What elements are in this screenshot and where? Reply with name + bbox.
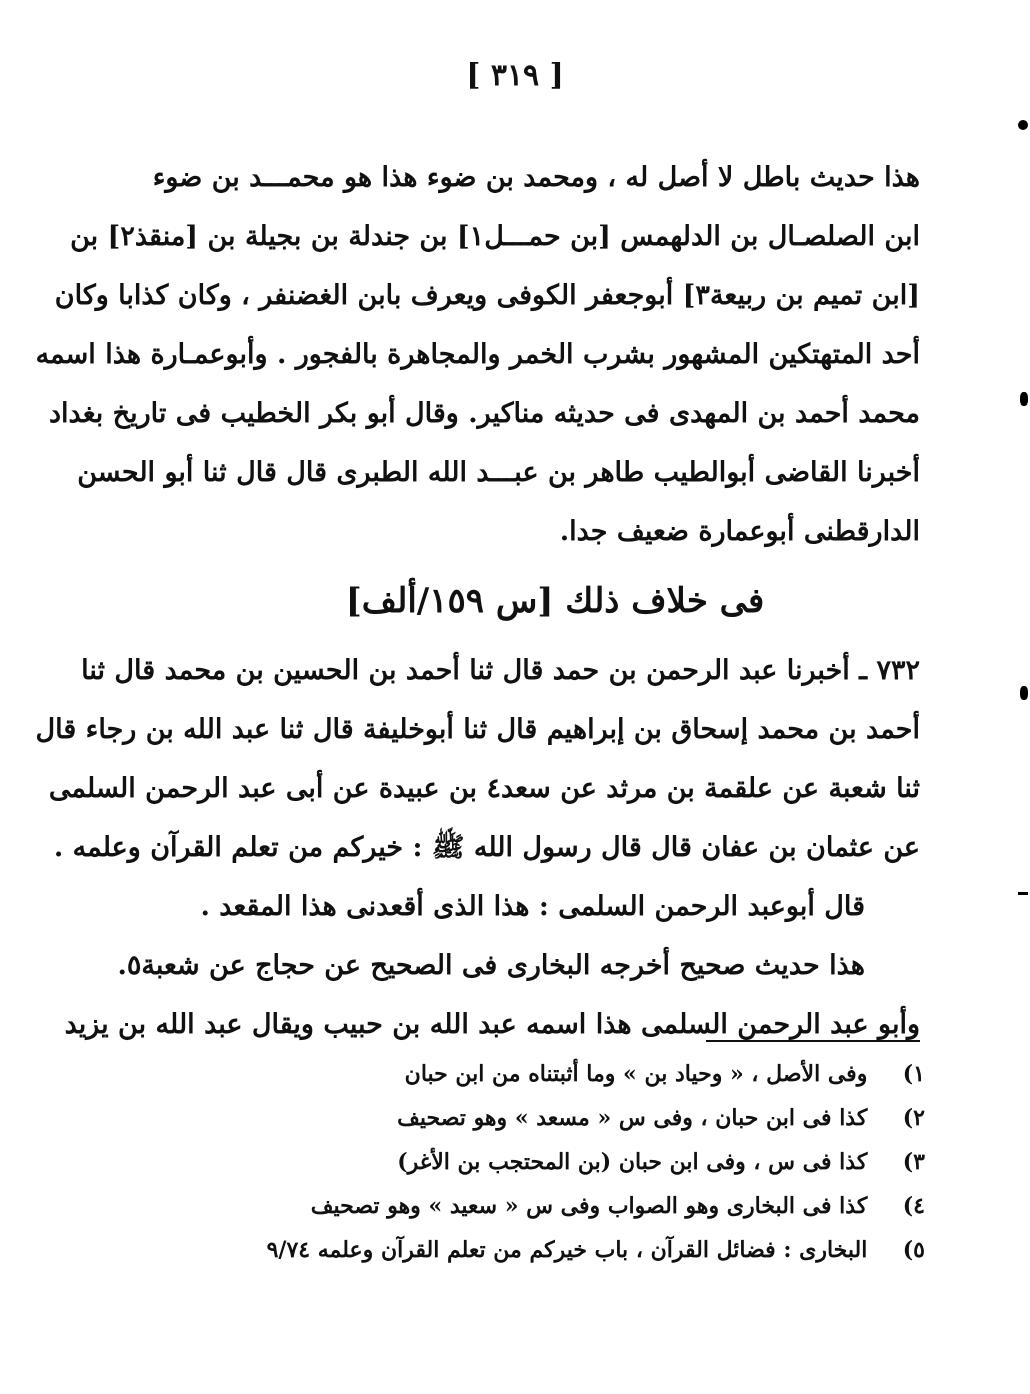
footnote-text: البخارى : فضائل القرآن ، باب خيركم من تعلم القرآن وعلمه ٩/٧٤ xyxy=(266,1237,868,1263)
footnote xyxy=(300,1052,925,1096)
text-line: هذا حديث باطل لا أصل له ، ومحمد بن ضوء هذا هو محمـــد بن ضوء xyxy=(152,162,920,193)
text-line: محمد أحمد بن المهدى فى حديثه مناكير. وقال أبو بكر الخطيب فى تاريخ بغداد xyxy=(49,398,920,429)
footnotes xyxy=(266,1052,925,1272)
text-line: ٧٣٢ ـ أخبرنا عبد الرحمن بن حمد قال ثنا أحمد بن الحسين بن محمد قال ثنا xyxy=(81,655,920,686)
main-text xyxy=(35,148,920,1054)
text-line: ابن الصلصـال بن الدلهمس [بن حمـــل١] بن جندلة بن بجيلة بن [منقذ٢] بن xyxy=(70,221,920,252)
footnote-text: كذا فى ابن حبان ، وفى س « مسعد » وهو تصحيف xyxy=(397,1105,868,1131)
text-line: أحد المتهتكين المشهور بشرب الخمر والمجاهرة بالفجور . وأبوعمـارة هذا اسمه xyxy=(35,339,920,370)
text-line: الدارقطنى أبوعمارة ضعيف جدا. xyxy=(559,516,920,547)
footnote xyxy=(300,1184,925,1228)
page-number: [ ٣١٩ ] xyxy=(466,58,564,93)
scan-edge-mark xyxy=(1018,892,1028,895)
text-line: ثنا شعبة عن علقمة بن مرثد عن سعد٤ بن عبيدة عن أبى عبد الرحمن السلمى xyxy=(48,773,920,804)
footnote-text: كذا فى س ، وفى ابن حبان (بن المحتجب بن الأغر) xyxy=(397,1149,868,1175)
footnote xyxy=(300,1096,925,1140)
text-line: أحمد بن محمد إسحاق بن إبراهيم قال ثنا أبوخليفة قال ثنا عبد الله بن رجاء قال xyxy=(35,714,920,745)
footnote xyxy=(266,1228,925,1272)
text-line: قال أبوعبد الرحمن السلمى : هذا الذى أقعدنى هذا المقعد . xyxy=(200,891,865,922)
footnote-number: ٥) xyxy=(902,1237,925,1263)
scan-edge-mark xyxy=(1018,120,1028,130)
text-line: أخبرنا القاضى أبوالطيب طاهر بن عبـــد الله الطبرى قال قال ثنا أبو الحسن xyxy=(77,457,920,488)
footnote-number: ٣) xyxy=(902,1149,925,1175)
footnote-number: ١) xyxy=(902,1061,925,1087)
text-line: [ابن تميم بن ربيعة٣] أبوجعفر الكوفى ويعرف بابن الغضنفر ، وكان كذابا وكان xyxy=(54,280,920,311)
text-line: عن عثمان بن عفان قال قال رسول الله ﷺ : خيركم من تعلم القرآن وعلمه . xyxy=(53,832,920,863)
footnote-number: ٢) xyxy=(902,1105,925,1131)
footnote-number: ٤) xyxy=(902,1193,925,1219)
text-line: هذا حديث صحيح أخرجه البخارى فى الصحيح عن حجاج عن شعبة٥. xyxy=(117,950,865,981)
scan-edge-mark xyxy=(1020,392,1028,406)
text-line: وأبو عبد الرحمن السلمى هذا اسمه عبد الله بن حبيب ويقال عبد الله بن يزيد xyxy=(64,1009,920,1040)
footnote-text: كذا فى البخارى وهو الصواب وفى س « سعيد » وهو تصحيف xyxy=(310,1193,868,1219)
footnote-text: وفى الأصل ، « وحياد بن » وما أثبتناه من ابن حبان xyxy=(404,1061,868,1087)
scan-edge-mark xyxy=(1020,686,1028,700)
section-heading: فى خلاف ذلك [س ١٥٩/ألف] xyxy=(345,581,765,621)
footnote xyxy=(300,1140,925,1184)
footnote-separator xyxy=(706,1040,920,1042)
